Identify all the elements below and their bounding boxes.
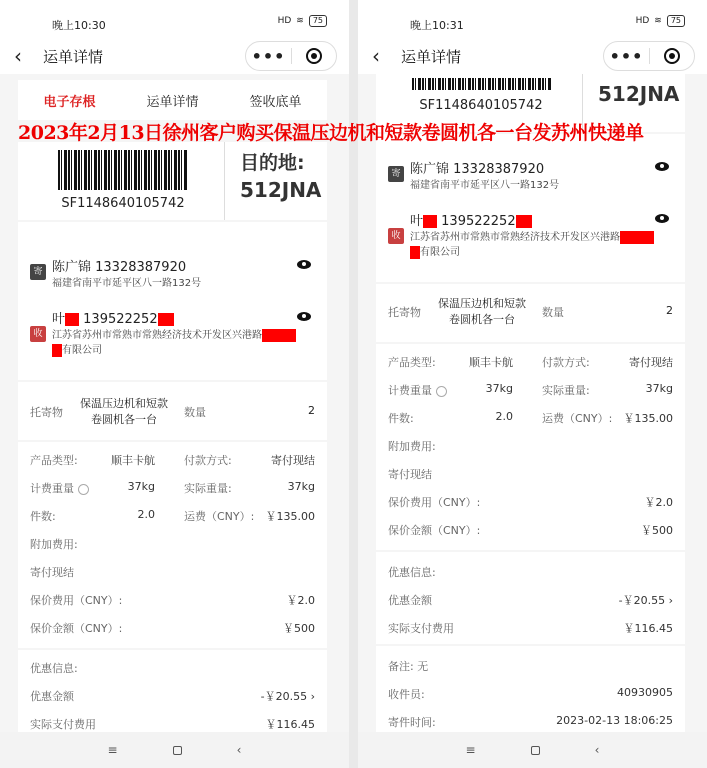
- detail-row: [388, 410, 673, 426]
- product-type-label: 产品类型:: [388, 356, 436, 369]
- fee-details-card: [18, 442, 327, 648]
- signal-icon: HD: [277, 16, 292, 26]
- sender-name-phone: 陈广锦 13328387920: [410, 162, 545, 177]
- menu-icon[interactable]: ≡: [465, 743, 476, 757]
- qty-value: 2: [308, 404, 315, 417]
- system-nav-bar: [0, 732, 349, 768]
- freight-label: 运费（CNY）:: [184, 510, 255, 523]
- remark-value: 无: [417, 660, 429, 673]
- info-icon[interactable]: [436, 386, 447, 397]
- discount-info-label: 优惠信息:: [388, 566, 436, 579]
- home-icon[interactable]: [531, 746, 540, 755]
- page-title: 运单详情: [43, 48, 104, 66]
- left-screenshot: [0, 0, 349, 768]
- billing-weight-label: [388, 382, 447, 398]
- actual-paid-value: ￥116.45: [623, 622, 673, 635]
- receiver-address: [52, 328, 322, 358]
- receiver-address-line2: 有限公司: [420, 247, 460, 258]
- discount-info-label: 优惠信息:: [30, 662, 78, 675]
- goods-value-line1: 保温压边机和短款: [80, 397, 168, 410]
- overlay-caption: 2023年2月13日徐州客户购买保温压边机和短款卷圆机各一台发苏州快递单: [18, 122, 644, 144]
- pieces-label: 件数:: [30, 510, 56, 523]
- insurance-fee-label: 保价费用（CNY）:: [388, 496, 481, 509]
- discount-amount-value: [619, 592, 673, 608]
- nav-bar: [358, 38, 707, 74]
- remark-label: 备注:: [388, 660, 414, 673]
- pay-method-value: 寄付现结: [629, 356, 673, 369]
- tab-electronic-stub[interactable]: 电子存根: [43, 94, 96, 110]
- goods-value-line2: 卷圆机各一台: [449, 313, 515, 326]
- receiver-phone: 139522252: [83, 312, 158, 327]
- waybill-number: SF1148640105742: [61, 196, 185, 211]
- redaction-mark: [423, 215, 437, 228]
- detail-row: [388, 658, 673, 674]
- actual-paid-value: ￥116.45: [265, 718, 315, 731]
- detail-row: [388, 714, 673, 730]
- insurance-fee-value: ￥2.0: [644, 496, 673, 509]
- receiver-name-phone: [410, 210, 532, 229]
- menu-icon[interactable]: ≡: [107, 743, 118, 757]
- detail-row: [388, 466, 673, 482]
- destination-label: 目的地:: [240, 152, 305, 174]
- discount-amount-text: -￥20.55: [618, 594, 666, 607]
- status-icons: [278, 15, 327, 27]
- close-circle-icon[interactable]: [292, 48, 336, 64]
- send-time-value: 2023-02-13 18:06:25: [556, 714, 673, 727]
- detail-row: [30, 536, 315, 552]
- goods-value: [432, 296, 532, 328]
- parties-card: [376, 134, 685, 282]
- eye-icon[interactable]: [655, 214, 669, 223]
- chevron-right-icon: ›: [668, 594, 673, 607]
- miniprogram-capsule: [603, 41, 695, 71]
- back-arrow-icon[interactable]: ‹: [372, 44, 380, 68]
- goods-row: [30, 396, 315, 432]
- insured-amount-value: ￥500: [283, 622, 315, 635]
- receiver-address-line2: 有限公司: [62, 345, 102, 356]
- freight-value: ￥135.00: [623, 412, 673, 425]
- pieces-value: 2.0: [137, 508, 155, 521]
- actual-paid-label: 实际支付费用: [30, 718, 96, 731]
- discount-row[interactable]: [30, 688, 315, 704]
- qty-label: 数量: [184, 406, 206, 419]
- pieces-label: 件数:: [388, 412, 414, 425]
- back-arrow-icon[interactable]: ‹: [14, 44, 22, 68]
- pay-method-label: 付款方式:: [184, 454, 232, 467]
- receiver-address-line1: 江苏省苏州市常熟市常熟经济技术开发区兴港路: [410, 232, 620, 243]
- detail-row: [388, 382, 673, 398]
- detail-row: [388, 494, 673, 510]
- remark: [388, 658, 428, 674]
- freight-label: 运费（CNY）:: [542, 412, 613, 425]
- page-title: 运单详情: [401, 48, 462, 66]
- waybill-header-card: [18, 142, 327, 220]
- status-time: 晚上10:31: [410, 19, 464, 32]
- eye-icon[interactable]: [297, 260, 311, 269]
- back-icon[interactable]: ‹: [236, 743, 242, 757]
- courier-value: 40930905: [617, 686, 673, 699]
- billing-weight-text: 计费重量: [388, 384, 432, 397]
- parties-card: [18, 222, 327, 380]
- battery-icon: 75: [309, 15, 327, 27]
- receiver-block: [388, 210, 673, 270]
- goods-card: [376, 284, 685, 342]
- battery-icon: 75: [667, 15, 685, 27]
- redaction-mark: [516, 215, 532, 228]
- product-type-value: 顺丰卡航: [469, 356, 513, 369]
- detail-row: [30, 592, 315, 608]
- detail-row: [30, 716, 315, 732]
- billing-weight-label: [30, 480, 89, 496]
- discount-row[interactable]: [388, 592, 673, 608]
- right-screenshot: [358, 0, 707, 768]
- receiver-tag: 收: [388, 228, 404, 244]
- extra-fee-label: 附加费用:: [388, 440, 436, 453]
- redaction-mark: [262, 329, 296, 342]
- courier-card: [376, 646, 685, 736]
- chevron-right-icon: ›: [310, 690, 315, 703]
- courier-label: 收件员:: [388, 688, 425, 701]
- detail-row: [388, 438, 673, 454]
- screenshot-divider: [349, 0, 358, 768]
- qty-label: 数量: [542, 306, 564, 319]
- eye-icon[interactable]: [655, 162, 669, 171]
- system-nav-bar: [358, 732, 707, 768]
- goods-label: 托寄物: [388, 306, 421, 319]
- insured-amount-label: 保价金额（CNY）:: [388, 524, 481, 537]
- redaction-mark: [158, 313, 174, 326]
- sender-block: [388, 158, 673, 198]
- barcode: [412, 78, 552, 90]
- more-icon[interactable]: •••: [251, 46, 286, 66]
- wifi-icon: ≋: [296, 16, 304, 26]
- receiver-address: [410, 230, 680, 260]
- tab-signed-receipt[interactable]: 签收底单: [249, 94, 302, 110]
- receiver-phone: 139522252: [441, 214, 516, 229]
- detail-row: [388, 354, 673, 370]
- info-icon[interactable]: [78, 484, 89, 495]
- billing-weight-text: 计费重量: [30, 482, 74, 495]
- miniprogram-capsule: [245, 41, 337, 71]
- prepaid-label: 寄付现结: [30, 566, 74, 579]
- actual-weight-value: 37kg: [645, 382, 673, 395]
- actual-weight-label: 实际重量:: [184, 482, 232, 495]
- receiver-name-phone: [52, 308, 174, 327]
- insurance-fee-value: ￥2.0: [286, 594, 315, 607]
- discount-amount-text: -￥20.55: [260, 690, 308, 703]
- qty-value: 2: [666, 304, 673, 317]
- detail-row: [30, 564, 315, 580]
- tab-waybill-details[interactable]: 运单详情: [146, 94, 199, 110]
- receiver-block: [30, 308, 315, 368]
- receiver-address-line1: 江苏省苏州市常熟市常熟经济技术开发区兴港路: [52, 330, 262, 341]
- sender-block: [30, 256, 315, 296]
- status-icons: [636, 15, 685, 27]
- eye-icon[interactable]: [297, 312, 311, 321]
- sender-tag: 寄: [30, 264, 46, 280]
- detail-row: [30, 480, 315, 496]
- goods-card: [18, 382, 327, 440]
- billing-weight-value: 37kg: [485, 382, 513, 395]
- destination-code: 512JNA: [240, 178, 322, 202]
- sender-tag: 寄: [388, 166, 404, 182]
- prepaid-label: 寄付现结: [388, 468, 432, 481]
- close-circle-icon[interactable]: [650, 48, 694, 64]
- redaction-mark: [620, 231, 654, 244]
- insurance-fee-label: 保价费用（CNY）:: [30, 594, 123, 607]
- insured-amount-value: ￥500: [641, 524, 673, 537]
- detail-row: [388, 620, 673, 636]
- billing-weight-value: 37kg: [127, 480, 155, 493]
- home-icon[interactable]: [173, 746, 182, 755]
- waybill-number: SF1148640105742: [419, 98, 543, 113]
- discount-card: [376, 552, 685, 644]
- destination-code: 512JNA: [598, 82, 680, 106]
- redaction-mark: [410, 246, 420, 259]
- goods-row: [388, 296, 673, 332]
- wifi-icon: ≋: [654, 16, 662, 26]
- insured-amount-label: 保价金额（CNY）:: [30, 622, 123, 635]
- detail-row: [388, 522, 673, 538]
- goods-value-line1: 保温压边机和短款: [438, 297, 526, 310]
- redaction-mark: [65, 313, 79, 326]
- receiver-name: 叶: [52, 312, 66, 327]
- pieces-value: 2.0: [495, 410, 513, 423]
- more-icon[interactable]: •••: [609, 46, 644, 66]
- detail-row: [30, 620, 315, 636]
- detail-row: [30, 508, 315, 524]
- send-time-label: 寄件时间:: [388, 716, 436, 729]
- goods-value-line2: 卷圆机各一台: [91, 413, 157, 426]
- extra-fee-label: 附加费用:: [30, 538, 78, 551]
- fee-details-card: [376, 344, 685, 550]
- receiver-tag: 收: [30, 326, 46, 342]
- redaction-mark: [52, 344, 62, 357]
- sender-address: 福建省南平市延平区八一路132号: [410, 180, 560, 191]
- actual-weight-value: 37kg: [287, 480, 315, 493]
- card-divider: [224, 142, 225, 220]
- status-time: 晚上10:30: [52, 19, 106, 32]
- detail-row: [388, 686, 673, 702]
- goods-value: [74, 396, 174, 428]
- barcode: [58, 150, 188, 190]
- detail-row: [30, 660, 315, 676]
- discount-card: [18, 650, 327, 740]
- detail-row: [30, 452, 315, 468]
- discount-amount-label: 优惠金额: [30, 690, 74, 703]
- actual-weight-label: 实际重量:: [542, 384, 590, 397]
- freight-value: ￥135.00: [265, 510, 315, 523]
- goods-label: 托寄物: [30, 406, 63, 419]
- sender-name-phone: 陈广锦 13328387920: [52, 260, 187, 275]
- back-icon[interactable]: ‹: [594, 743, 600, 757]
- pay-method-value: 寄付现结: [271, 454, 315, 467]
- receiver-name: 叶: [410, 214, 424, 229]
- tab-bar: [18, 80, 327, 120]
- product-type-value: 顺丰卡航: [111, 454, 155, 467]
- product-type-label: 产品类型:: [30, 454, 78, 467]
- discount-amount-label: 优惠金额: [388, 594, 432, 607]
- actual-paid-label: 实际支付费用: [388, 622, 454, 635]
- nav-bar: [0, 38, 349, 74]
- signal-icon: HD: [635, 16, 650, 26]
- sender-address: 福建省南平市延平区八一路132号: [52, 278, 202, 289]
- pay-method-label: 付款方式:: [542, 356, 590, 369]
- detail-row: [388, 564, 673, 580]
- discount-amount-value: [261, 688, 315, 704]
